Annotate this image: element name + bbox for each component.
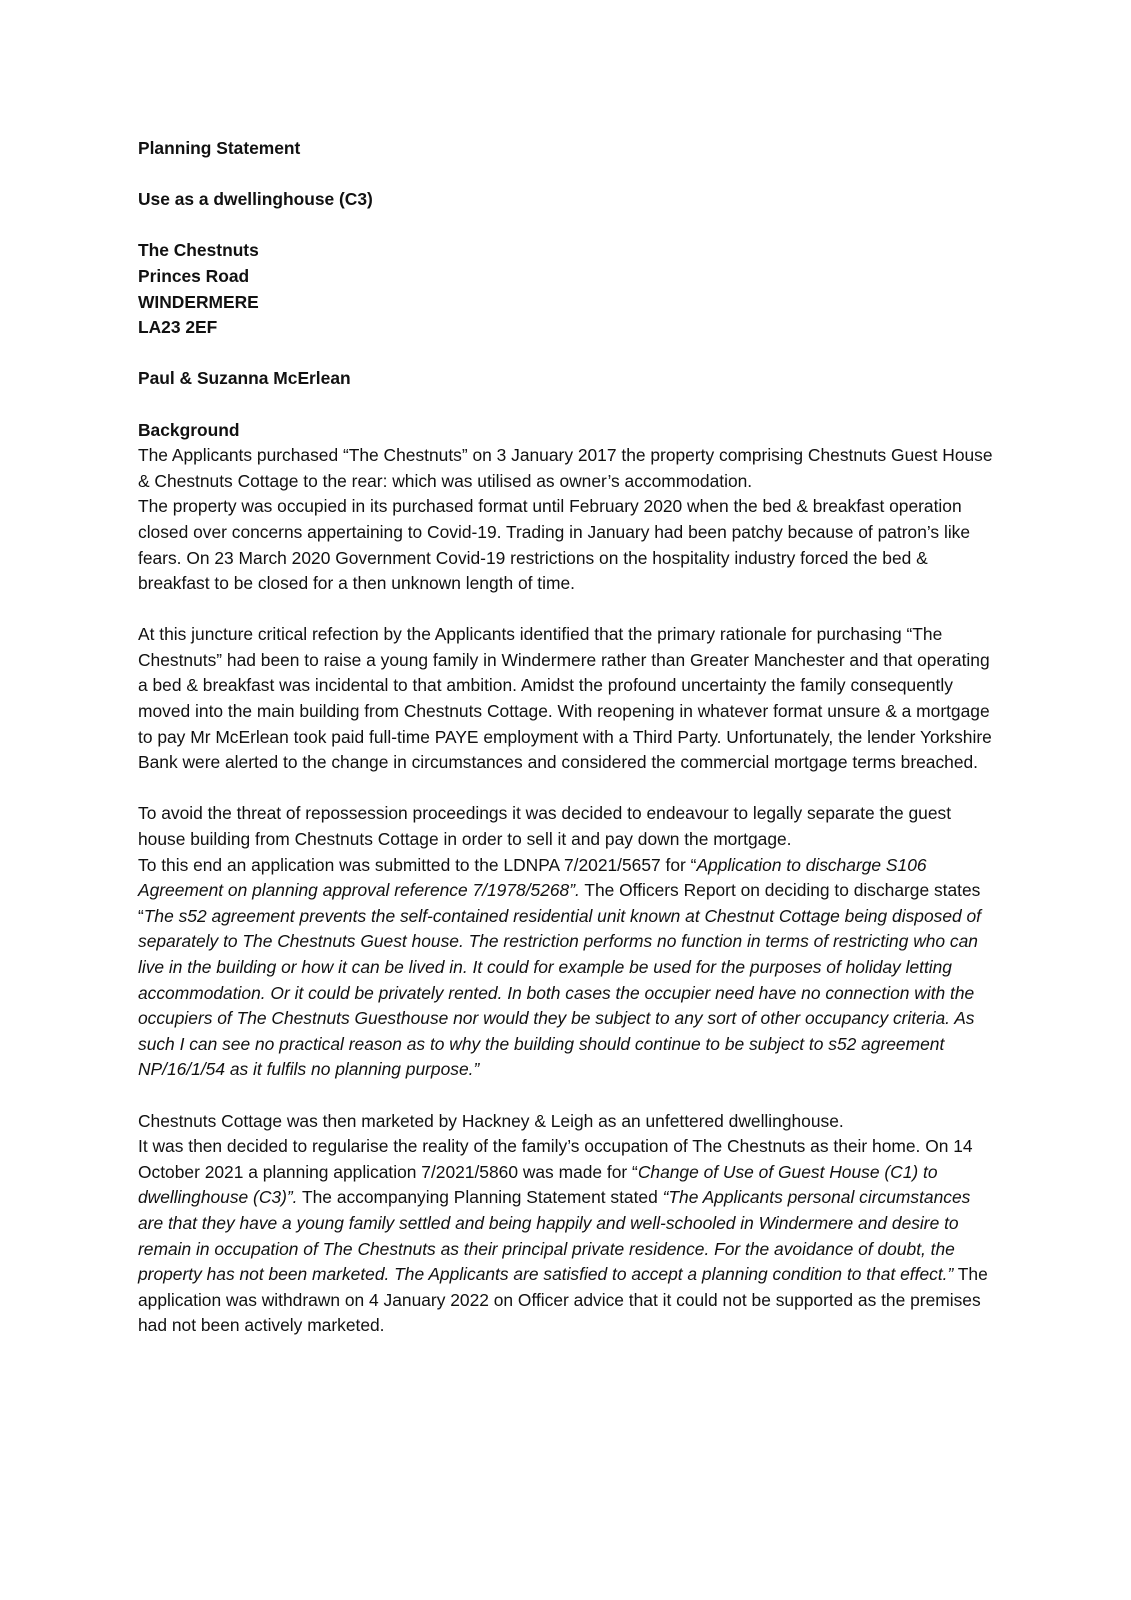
paragraph-3-italic-a: Application to discharge S106 Agreement on planning approval reference 7/1978/5268”. bbox=[138, 854, 927, 901]
spacer bbox=[138, 597, 1000, 623]
address-line-2: Princes Road bbox=[138, 265, 250, 286]
document-body bbox=[138, 136, 1000, 1339]
address-block bbox=[138, 238, 1000, 340]
address-line-4: LA23 2EF bbox=[138, 317, 218, 338]
address-line-3: WINDERMERE bbox=[138, 291, 259, 312]
paragraph-3-text-a: To this end an application was submitted to the LDNPA 7/2021/5657 for “ bbox=[138, 854, 697, 875]
paragraph-2: At this juncture critical refection by the Applicants identified that the primary rationale for purchasing “The Chestnuts” had been to raise a young family in Windermere rather than Greater Manchester and that operating a bed & breakfast was incidental to that ambition. Amidst the profound uncertainty the family consequently moved into the main building from Chestnuts Cottage. With reopening in whatever format unsure & a mortgage to pay Mr McErlean took paid full-time PAYE employment with a Third Party. Unfortunately, the lender Yorkshire Bank were alerted to the change in circumstances and considered the commercial mortgage terms breached. bbox=[138, 624, 992, 773]
spacer bbox=[138, 341, 1000, 367]
paragraph-4-italic-a: Change of Use of Guest House (C1) to dwellinghouse (C3)”. bbox=[138, 1161, 938, 1208]
applicants-name: Paul & Suzanna McErlean bbox=[138, 368, 351, 389]
paragraph-3-line-1: To avoid the threat of repossession proceedings it was decided to endeavour to legally separate the guest house building from Chestnuts Cottage in order to sell it and pay down the mortgage. bbox=[138, 803, 952, 850]
paragraph-1-line-1: The Applicants purchased “The Chestnuts” on 3 January 2017 the property comprising Chestnuts Guest House & Chestnuts Cottage to the rear: which was utilised as owner’s accommodation. bbox=[138, 445, 993, 491]
spacer bbox=[138, 776, 1000, 802]
paragraph-4-text-c: The application was withdrawn on 4 January 2022 on Officer advice that it could not be supported as the premises had not been actively marketed. bbox=[138, 1264, 988, 1336]
paragraph-1-line-2: The property was occupied in its purchased format until February 2020 when the bed & breakfast operation closed over concerns appertaining to Covid-19. Trading in January had been patchy because of patron’s like fears. On 23 March 2020 Government Covid-19 restrictions on the hospitality industry forced the bed & breakfast to be closed for a then unknown length of time. bbox=[138, 496, 971, 594]
address-line-1: The Chestnuts bbox=[138, 240, 259, 261]
spacer bbox=[138, 1083, 1000, 1109]
paragraph-4-line-1: Chestnuts Cottage was then marketed by Hackney & Leigh as an unfettered dwellinghouse. bbox=[138, 1110, 844, 1131]
document-title: Planning Statement bbox=[138, 138, 301, 158]
paragraph-4-body bbox=[138, 1134, 1000, 1339]
spacer bbox=[138, 162, 1000, 188]
paragraph-4-text-b: The accompanying Planning Statement stated bbox=[297, 1187, 663, 1208]
paragraph-3-body bbox=[138, 853, 1000, 1083]
paragraph-3-text-b: The Officers Report on deciding to discharge states “ bbox=[138, 880, 981, 926]
paragraph-3-italic-quote: The s52 agreement prevents the self-contained residential unit known at Chestnut Cottage being disposed of separately to The Chestnuts Guest house. The restriction performs no function in terms of restricting who can live in the building or how it can be lived in. It could for example be used for the purposes of holiday letting accommodation. Or it could be privately rented. In both cases the occupier need have no connection with the occupiers of The Chestnuts Guesthouse nor would they be subject to any sort of other occupancy criteria. As such I can see no practical reason as to why the building should continue to be subject to s52 agreement NP/16/1/54 as it fulfils no planning purpose.” bbox=[138, 905, 982, 1080]
document-subtitle: Use as a dwellinghouse (C3) bbox=[138, 189, 373, 210]
spacer bbox=[138, 213, 1000, 239]
paragraph-4-text-a: It was then decided to regularise the reality of the family’s occupation of The Chestnuts as their home. On 14 October 2021 a planning application 7/2021/5860 was made for “ bbox=[138, 1136, 973, 1182]
section-heading-background: Background bbox=[138, 419, 240, 440]
paragraph-4-italic-quote: “The Applicants personal circumstances are that they have a young family settled and being happily and well-schooled in Windermere and desire to remain in occupation of The Chestnuts as their principal private residence. For the avoidance of doubt, the property has not been marketed. The Applicants are satisfied to accept a planning condition to that effect.” bbox=[138, 1187, 971, 1285]
spacer bbox=[138, 392, 1000, 418]
